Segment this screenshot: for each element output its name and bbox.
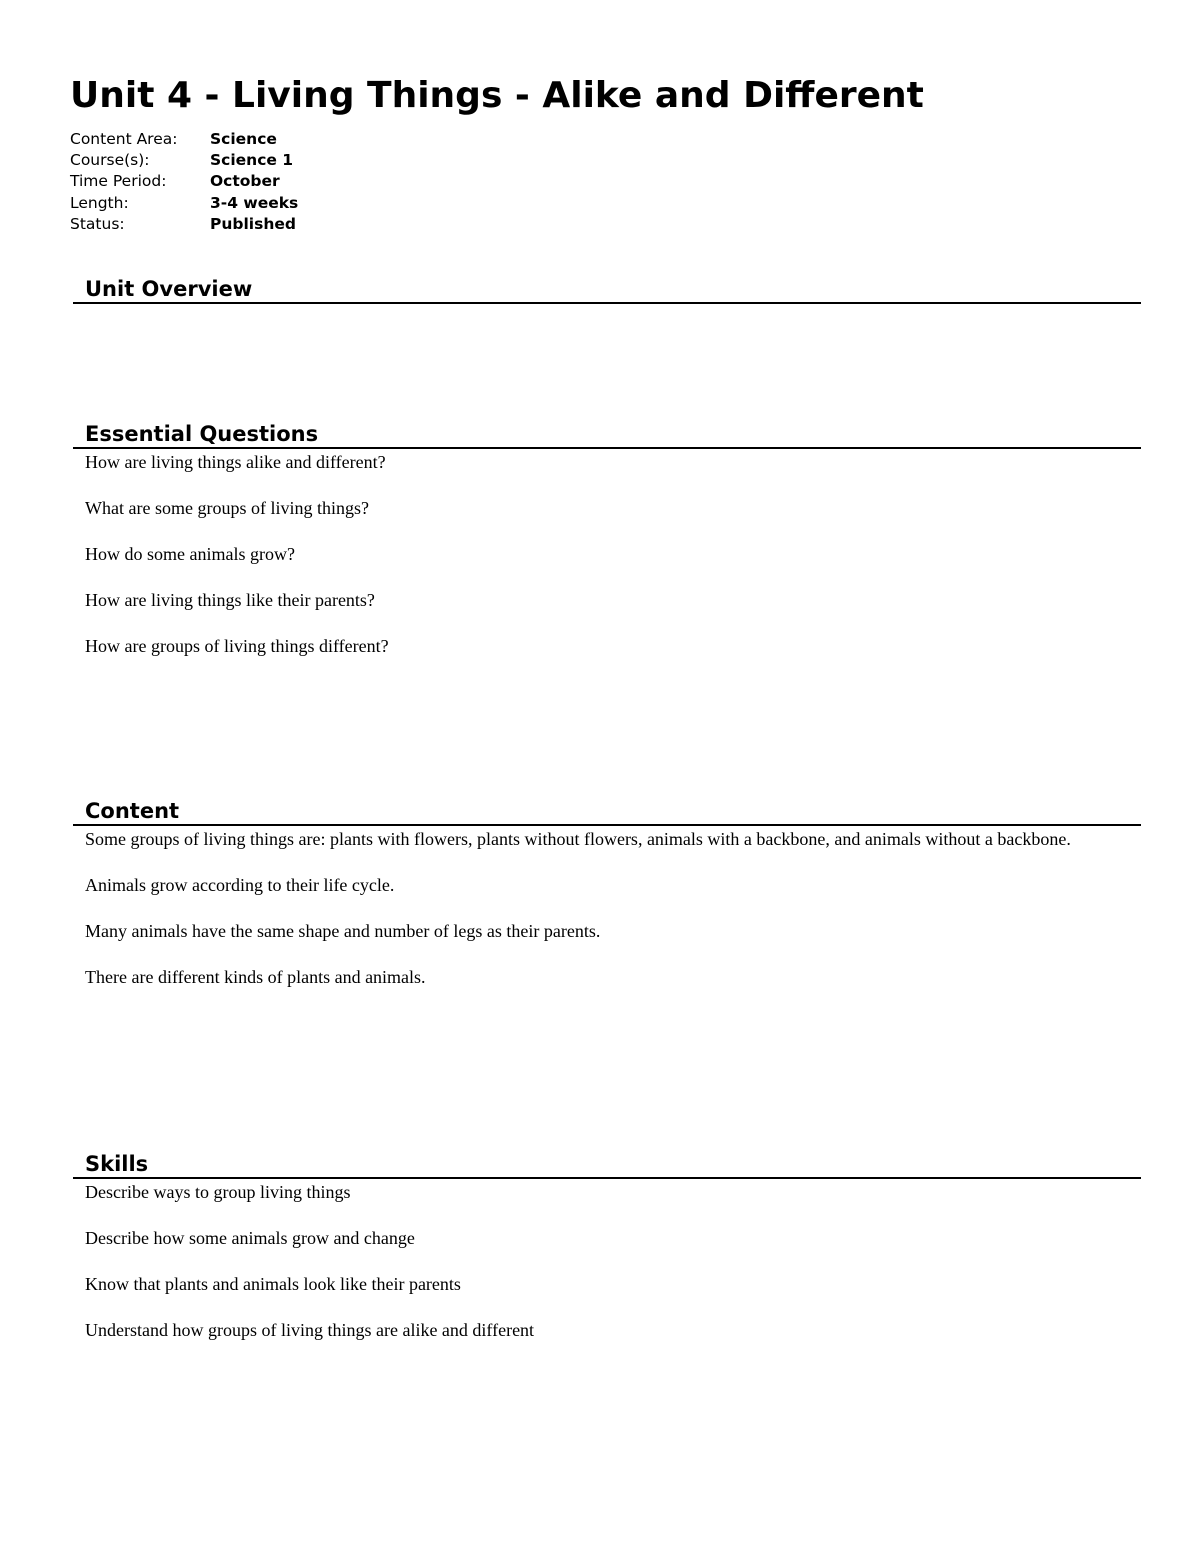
section-skills: [73, 1151, 1141, 1365]
meta-label: Time Period:: [70, 172, 167, 191]
section-body: [73, 304, 1141, 306]
section-heading: Unit Overview: [73, 276, 1141, 304]
section-heading: Content: [73, 798, 1141, 826]
section-body: [73, 1179, 1141, 1341]
skill-item: Understand how groups of living things are alike and different: [85, 1320, 535, 1340]
question-item: How are groups of living things different?: [85, 636, 389, 656]
skill-item: Know that plants and animals look like their parents: [85, 1274, 461, 1294]
section-heading: Essential Questions: [73, 421, 1141, 449]
section-body: [73, 826, 1141, 988]
section-essential-questions: [73, 421, 1141, 681]
meta-row-status: [70, 214, 298, 235]
meta-value: Science: [210, 130, 277, 148]
meta-label: Length:: [70, 193, 129, 212]
unit-metadata: [70, 129, 298, 235]
question-item: What are some groups of living things?: [85, 498, 369, 518]
meta-label: Course(s):: [70, 151, 150, 170]
meta-row-courses: [70, 150, 298, 171]
meta-value: Science 1: [210, 151, 294, 170]
section-unit-overview: [73, 276, 1141, 306]
meta-label: Content Area:: [70, 130, 178, 148]
question-item: How are living things alike and different?: [85, 452, 386, 472]
content-item: There are different kinds of plants and animals.: [85, 967, 426, 987]
content-item: Many animals have the same shape and number of legs as their parents.: [85, 921, 601, 941]
meta-value: Published: [210, 214, 296, 233]
section-body: [73, 449, 1141, 657]
page-title: Unit 4 - Living Things - Alike and Different: [70, 75, 924, 116]
meta-row-content-area: [70, 129, 298, 150]
content-item: Some groups of living things are: plants with flowers, plants without flowers, animals with a backbone, and animals without a backbone.: [85, 829, 1071, 849]
meta-row-time-period: [70, 171, 298, 192]
section-content: [73, 798, 1141, 1012]
question-item: How do some animals grow?: [85, 544, 295, 564]
section-heading: Skills: [73, 1151, 1141, 1179]
skill-item: Describe ways to group living things: [85, 1182, 351, 1202]
content-item: Animals grow according to their life cycle.: [85, 875, 395, 895]
question-item: How are living things like their parents?: [85, 590, 375, 610]
meta-value: 3-4 weeks: [210, 193, 299, 212]
meta-row-length: [70, 193, 298, 214]
meta-label: Status:: [70, 214, 125, 233]
meta-value: October: [210, 172, 280, 191]
skill-item: Describe how some animals grow and change: [85, 1228, 415, 1248]
